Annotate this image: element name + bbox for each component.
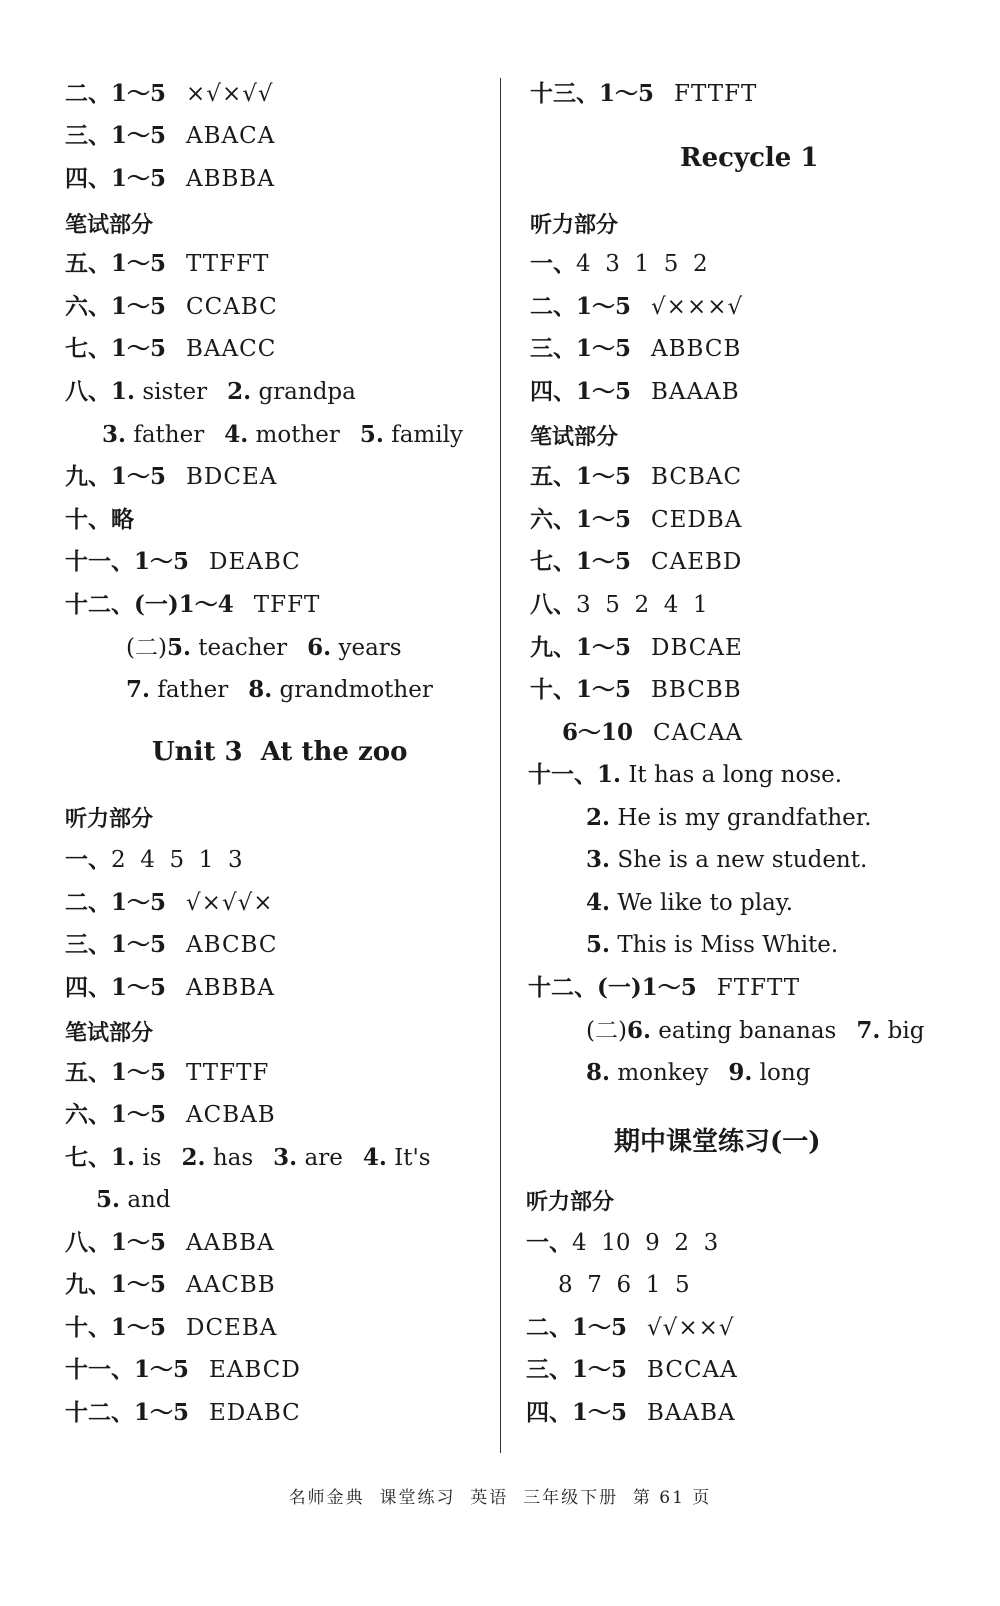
- answer-line: 十一、1～5 EABCD: [65, 1356, 301, 1383]
- answer-line: 十二、1～5 EDABC: [65, 1399, 301, 1426]
- answer-line: 十、1～5 BBCBB: [530, 676, 742, 703]
- answer-line: 七、1. is 2. has 3. are 4. It's: [65, 1144, 431, 1171]
- answer-line: 2. He is my grandfather.: [586, 804, 872, 831]
- section-heading: 期中课堂练习(一): [614, 1127, 821, 1157]
- answer-line: 一、4 10 9 2 3: [526, 1229, 719, 1256]
- answer-line: 8 7 6 1 5: [558, 1272, 690, 1298]
- answer-line: 3. She is a new student.: [586, 846, 868, 873]
- section-label: 笔试部分: [530, 424, 619, 450]
- answer-line: (二)5. teacher 6. years: [126, 634, 402, 661]
- answer-line: 十二、(一)1～5 FTFTT: [528, 974, 801, 1001]
- answer-line: 二、1～5 √×√√×: [65, 889, 274, 916]
- answer-line: 五、1～5 TTFTF: [65, 1059, 270, 1086]
- answer-line: 一、4 3 1 5 2: [530, 250, 708, 277]
- answer-line: 五、1～5 TTFFT: [65, 250, 270, 277]
- answer-line: 四、1～5 ABBBA: [65, 974, 275, 1001]
- answer-line: 六、1～5 ACBAB: [65, 1101, 276, 1128]
- section-label: 笔试部分: [65, 1020, 154, 1046]
- answer-line: 4. We like to play.: [586, 889, 794, 916]
- answer-line: 八、1～5 AABBA: [65, 1229, 275, 1256]
- section-label: 听力部分: [530, 212, 619, 238]
- answer-line: 三、1～5 ABBCB: [530, 335, 742, 362]
- answer-line: 5. This is Miss White.: [586, 931, 839, 958]
- answer-line: 十、略: [65, 506, 134, 533]
- answer-line: 7. father 8. grandmother: [126, 676, 433, 703]
- answer-line: 二、1～5 √×××√: [530, 293, 744, 320]
- answer-line: 四、1～5 BAABA: [526, 1399, 736, 1426]
- answer-line: 6～10 CACAA: [562, 719, 744, 746]
- answer-line: 九、1～5 AACBB: [65, 1271, 276, 1298]
- answer-line: 3. father 4. mother 5. family: [102, 421, 463, 448]
- answer-line: 五、1～5 BCBAC: [530, 463, 743, 490]
- answer-line: 六、1～5 CCABC: [65, 293, 278, 320]
- answer-line: 5. and: [96, 1186, 171, 1213]
- answer-line: 十一、1. It has a long nose.: [528, 761, 843, 788]
- answer-line: 十一、1～5 DEABC: [65, 548, 301, 575]
- answer-line: 一、2 4 5 1 3: [65, 846, 243, 873]
- section-label: 笔试部分: [65, 212, 154, 238]
- answer-line: (二)6. eating bananas 7. big: [586, 1017, 925, 1044]
- answer-line: 三、1～5 ABCBC: [65, 931, 278, 958]
- answer-line: 七、1～5 CAEBD: [530, 548, 743, 575]
- answer-line: 二、1～5 ×√×√√: [65, 80, 274, 107]
- column-divider: [500, 78, 501, 1453]
- answer-line: 四、1～5 BAAAB: [530, 378, 740, 405]
- section-label: 听力部分: [526, 1189, 615, 1215]
- answer-line: 八、1. sister 2. grandpa: [65, 378, 356, 405]
- answer-line: 二、1～5 √√××√: [526, 1314, 735, 1341]
- answer-line: 十、1～5 DCEBA: [65, 1314, 278, 1341]
- section-label: 听力部分: [65, 806, 154, 832]
- answer-line: 四、1～5 ABBBA: [65, 165, 275, 192]
- answer-line: 六、1～5 CEDBA: [530, 506, 743, 533]
- unit-heading: Recycle 1: [680, 143, 819, 173]
- page-footer: 名师金典 课堂练习 英语 三年级下册 第 61 页: [288, 1488, 712, 1508]
- answer-line: 十二、(一)1～4 TFFT: [65, 591, 321, 618]
- answer-line: 七、1～5 BAACC: [65, 335, 277, 362]
- answer-line: 九、1～5 DBCAE: [530, 634, 743, 661]
- answer-line: 八、3 5 2 4 1: [530, 591, 708, 618]
- answer-line: 九、1～5 BDCEA: [65, 463, 278, 490]
- answer-line: 8. monkey 9. long: [586, 1059, 811, 1086]
- answer-line: 十三、1～5 FTTFT: [530, 80, 758, 107]
- unit-heading: Unit 3 At the zoo: [152, 737, 408, 767]
- answer-line: 三、1～5 ABACA: [65, 122, 276, 149]
- answer-line: 三、1～5 BCCAA: [526, 1356, 738, 1383]
